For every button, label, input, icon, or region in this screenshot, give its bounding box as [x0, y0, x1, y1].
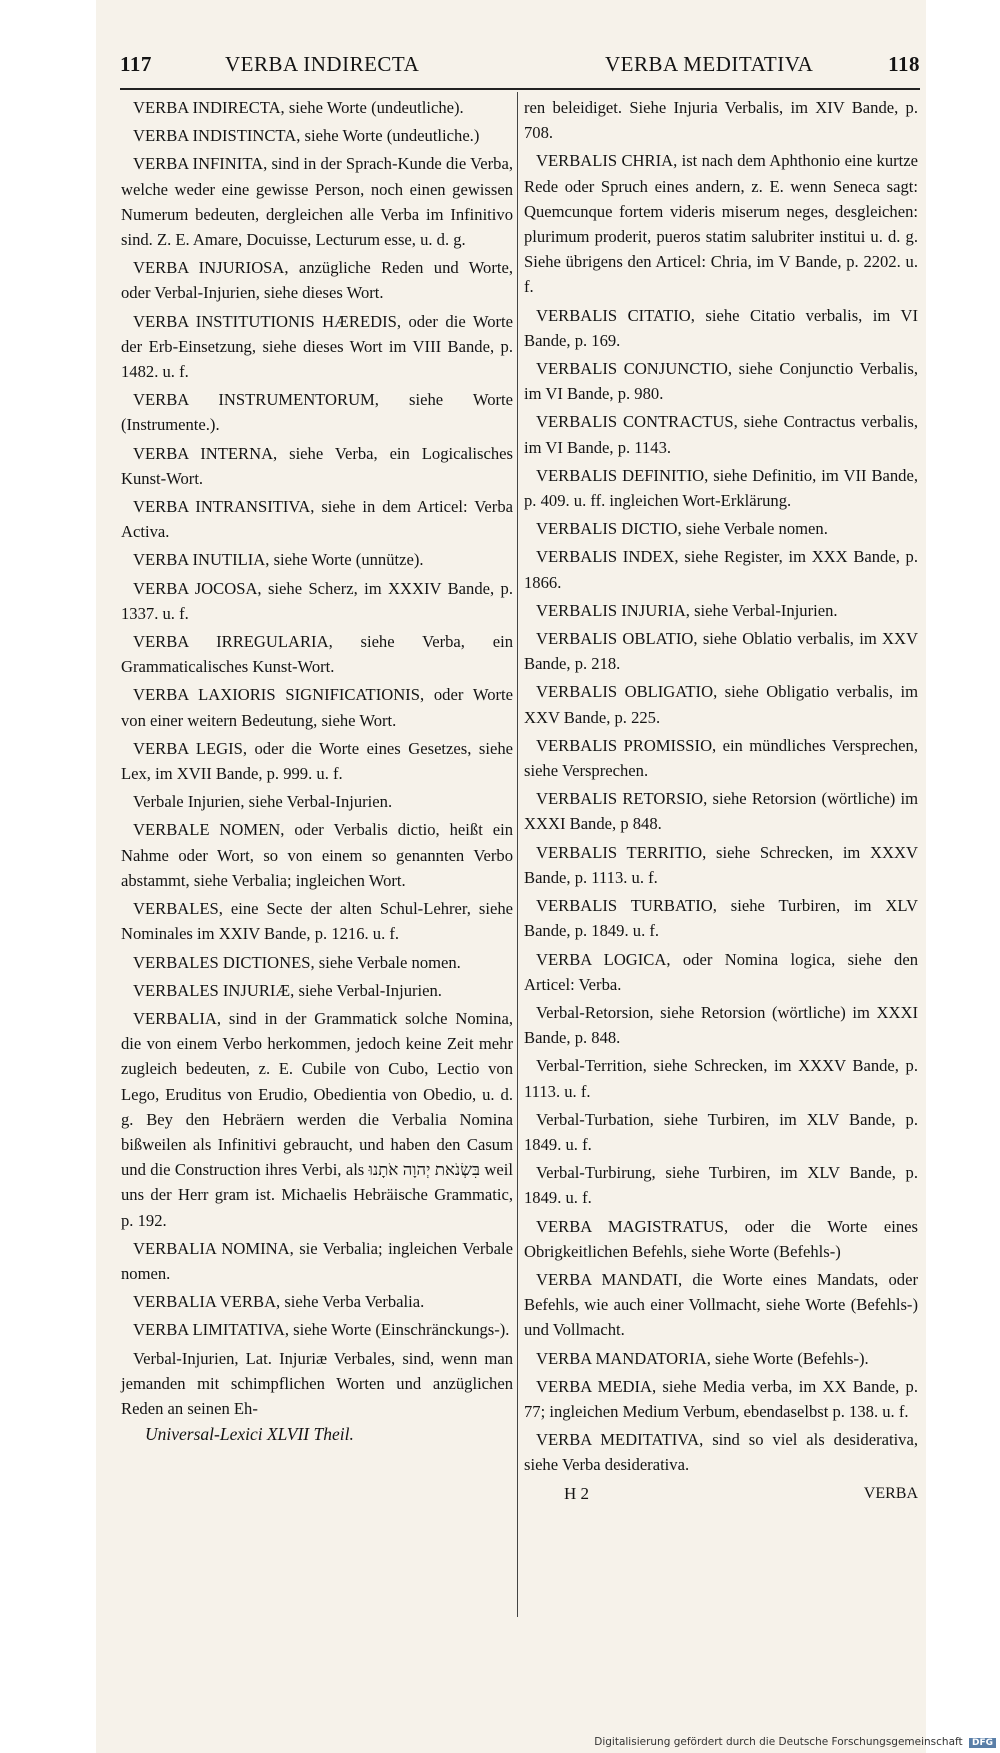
left-column: [121, 95, 513, 1447]
entry: VERBALIS CONJUNCTIO, siehe Conjunctio Verbalis, im VI Bande, p. 980.: [524, 359, 918, 404]
entry: VERBA INTERNA, siehe Verba, ein Logicalisches Kunst-Wort.: [121, 443, 513, 488]
entry: VERBALIS RETORSIO, siehe Retorsion (wörtliche) im XXXI Bande, p 848.: [524, 789, 918, 834]
running-header: [120, 52, 920, 88]
entry: VERBA INSTRUMENTORUM, siehe Worte (Instrumente.).: [121, 390, 513, 435]
entry: VERBALIA VERBA, siehe Verba Verbalia.: [133, 1292, 425, 1312]
entry: ren beleidiget. Siehe Injuria Verbalis, im XIV Bande, p. 708.: [524, 98, 918, 143]
entry: VERBALIS TURBATIO, siehe Turbiren, im XLV Bande, p. 1849. u. f.: [524, 896, 918, 941]
page-number-right: 118: [888, 52, 920, 76]
header-title-left: VERBA INDIRECTA: [225, 52, 420, 76]
column-divider: [517, 92, 518, 1617]
entry: VERBA LEGIS, oder die Worte eines Gesetzes, siehe Lex, im XVII Bande, p. 999. u. f.: [121, 738, 513, 784]
header-title-right: VERBA MEDITATIVA: [605, 52, 814, 76]
entry: Verbal-Retorsion, siehe Retorsion (wörtliche) im XXXI Bande, p. 848.: [524, 1002, 918, 1048]
entry: VERBALIS OBLIGATIO, siehe Obligatio verbalis, im XXV Bande, p. 225.: [524, 682, 918, 727]
entry: VERBALES INJURIÆ, siehe Verbal-Injurien.: [133, 980, 442, 1000]
credit-text: Digitalisierung gefördert durch die Deutsche Forschungsgemeinschaft: [594, 1736, 963, 1748]
entry: VERBALIS CITATIO, siehe Citatio verbalis, im VI Bande, p. 169.: [524, 305, 918, 350]
entry: VERBA JOCOSA, siehe Scherz, im XXXIV Bande, p. 1337. u. f.: [121, 578, 513, 623]
entry: VERBA INUTILIA, siehe Worte (unnütze).: [133, 550, 424, 570]
entry: VERBA MANDATI, die Worte eines Mandats, oder Befehls, wie auch einer Vollmacht, siehe Worte (Befehls-) und Vollmacht.: [524, 1269, 918, 1340]
entry: VERBALIS TERRITIO, siehe Schrecken, im XXXV Bande, p. 1113. u. f.: [524, 842, 918, 887]
entry: VERBALIS DICTIO, siehe Verbale nomen.: [536, 519, 828, 539]
entry: VERBALES, eine Secte der alten Schul-Lehrer, siehe Nominales im XXIV Bande, p. 1216. u. f.: [121, 899, 513, 944]
entry: VERBA MEDIA, siehe Media verba, im XX Bande, p. 77; ingleichen Medium Verbum, ebendaselbst p. 138. u. f.: [524, 1376, 918, 1421]
entry: VERBA INDISTINCTA, siehe Worte (undeutliche.): [133, 126, 480, 146]
entry: VERBA MANDATORIA, siehe Worte (Befehls-).: [536, 1348, 869, 1368]
header-rule: [120, 88, 920, 90]
entry: Verbal-Turbation, siehe Turbiren, im XLV Bande, p. 1849. u. f.: [524, 1109, 918, 1154]
right-column: [524, 95, 918, 1507]
entry: VERBA IRREGULARIA, siehe Verba, ein Grammaticalisches Kunst-Wort.: [121, 632, 513, 677]
entry: VERBALIA NOMINA, sie Verbalia; ingleichen Verbale nomen.: [121, 1238, 513, 1283]
entry: VERBA LOGICA, oder Nomina logica, siehe den Articel: Verba.: [524, 949, 918, 994]
entry: VERBALIS OBLATIO, siehe Oblatio verbalis, im XXV Bande, p. 218.: [524, 629, 918, 674]
entry: VERBALE NOMEN, oder Verbalis dictio, heißt ein Nahme oder Wort, so von einem so genannten Verbo abstammt, siehe Verbalia; ingleichen Wort.: [121, 820, 513, 890]
digitization-credit: [594, 1736, 996, 1748]
entry: VERBALIS PROMISSIO, ein mündliches Versprechen, siehe Versprechen.: [524, 735, 918, 781]
entry: VERBALIS DEFINITIO, siehe Definitio, im VII Bande, p. 409. u. ff. ingleichen Wort-Erklärung.: [524, 465, 918, 511]
entry: VERBA INJURIOSA, anzügliche Reden und Worte, oder Verbal-Injurien, siehe dieses Wort.: [121, 258, 513, 303]
entry: VERBA INFINITA, sind in der Sprach-Kunde die Verba, welche weder eine gewisse Person, noch einen gewissen Numerum bedeuten, dergleichen alle Verba im Infinitivo sind. Z. E. Amare, Docuisse, Lecturum esse, u. d. g.: [121, 154, 513, 250]
entry: VERBALES DICTIONES, siehe Verbale nomen.: [133, 952, 461, 972]
catchword: VERBA: [863, 1484, 918, 1502]
page-number-left: 117: [120, 52, 152, 76]
entry: VERBA LIMITATIVA, siehe Worte (Einschränckungs-).: [133, 1320, 510, 1340]
entry: VERBA INSTITUTIONIS HÆREDIS, oder die Worte der Erb-Einsetzung, siehe dieses Wort im VIII Bande, p. 1482. u. f.: [121, 311, 513, 382]
entry: Verbal-Turbirung, siehe Turbiren, im XLV Bande, p. 1849. u. f.: [524, 1163, 918, 1208]
entry: Verbal-Territion, siehe Schrecken, im XXXV Bande, p. 1113. u. f.: [524, 1056, 918, 1101]
dfg-logo-icon: DFG: [969, 1738, 996, 1748]
entry: VERBALIS CHRIA, ist nach dem Aphthonio eine kurtze Rede oder Spruch eines andern, z. E. wenn Seneca sagt: Quemcunque fortem videris miserum neges, desgleichen: plurimum proderit, pueros statim salubriter institui u. d. g. Siehe übrigens den Articel: Chria, im V Bande, p. 2202. u. f.: [524, 151, 918, 297]
entry: VERBALIS CONTRACTUS, siehe Contractus verbalis, im VI Bande, p. 1143.: [524, 412, 918, 457]
entry: VERBALIS INDEX, siehe Register, im XXX Bande, p. 1866.: [524, 547, 918, 592]
entry: Verbale Injurien, siehe Verbal-Injurien.: [133, 792, 393, 812]
entry: VERBALIS INJURIA, siehe Verbal-Injurien.: [536, 600, 838, 620]
entry: VERBA INTRANSITIVA, siehe in dem Articel: Verba Activa.: [121, 497, 513, 542]
sheet-mark: H 2: [564, 1483, 590, 1503]
entry: VERBA MEDITATIVA, sind so viel als desiderativa, siehe Verba desiderativa.: [524, 1430, 918, 1475]
entry: VERBA INDIRECTA, siehe Worte (undeutliche).: [133, 98, 464, 117]
entry: Verbal-Injurien, Lat. Injuriæ Verbales, sind, wenn man jemanden mit schimpflichen Worten und anzüglichen Reden an seinen Eh-: [121, 1348, 513, 1418]
entry: VERBA MAGISTRATUS, oder die Worte eines Obrigkeitlichen Befehls, siehe Worte (Befehls-): [524, 1216, 918, 1261]
signature-line: Universal-Lexici XLVII Theil.: [145, 1424, 354, 1445]
entry: VERBA LAXIORIS SIGNIFICATIONIS, oder Worte von einer weitern Bedeutung, siehe Wort.: [121, 685, 513, 730]
entry: VERBALIA, sind in der Grammatick solche Nomina, die von einem Verbo herkommen, jedoch keine Zeit mehr zugleich bedeuten, z. E. Cubile von Cubo, Lectio von Lego, Eruditus von Erudio, Obedientia von Obedio, u. d. g. Bey den Hebräern werden die Verbalia Nomina bißweilen als Infinitivi gebraucht, und haben den Casum und die Construction ihres Verbi, als בִּשְׂנֹאת יְהוָה אֹתָנוּ weil uns der Herr gram ist. Michaelis Hebräische Grammatic, p. 192.: [121, 1008, 513, 1230]
page-footer: [524, 1481, 918, 1507]
